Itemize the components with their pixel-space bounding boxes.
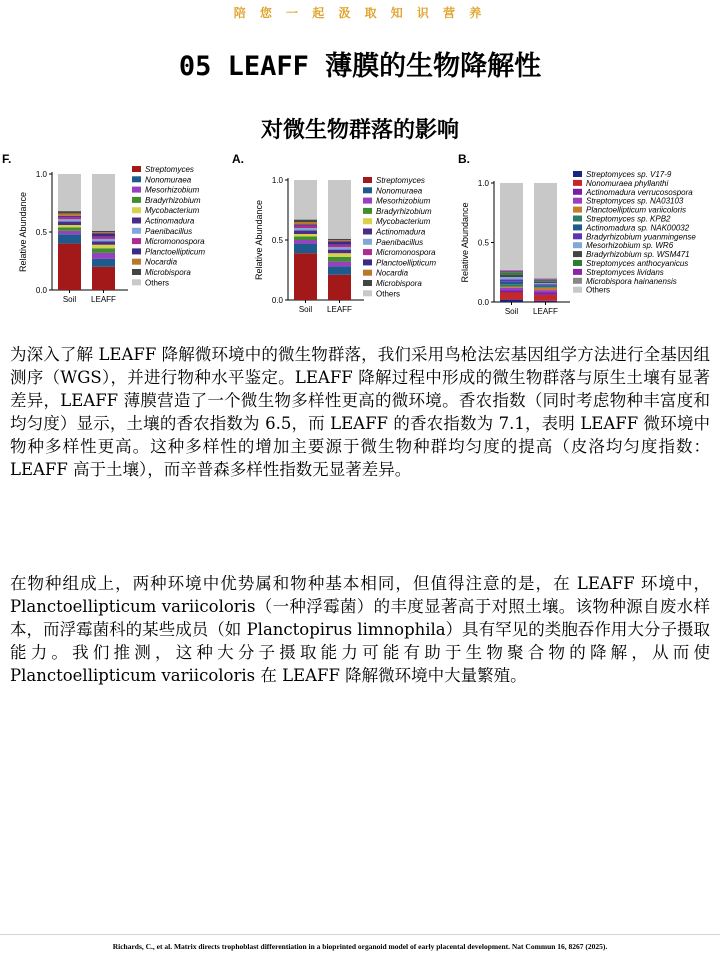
bar-segment	[328, 247, 351, 249]
bar-segment	[500, 277, 523, 279]
bar-segment	[328, 239, 351, 240]
bar-segment	[92, 237, 115, 239]
bar-segment	[294, 226, 317, 228]
legend-swatch	[573, 171, 582, 177]
y-tick-label: 1.0	[35, 170, 47, 179]
legend-swatch	[132, 279, 141, 285]
bar-segment	[92, 253, 115, 259]
bar-segment	[500, 292, 523, 299]
legend-label: Bradyrhizobium yuanmingense	[586, 232, 696, 242]
bar-segment	[500, 183, 523, 270]
y-axis-label: Relative Abundance	[254, 199, 264, 281]
legend-swatch	[363, 229, 372, 235]
legend-label: Bradyrhizobium sp. WSM471	[586, 250, 690, 260]
legend-label: Actinomadura	[376, 227, 426, 237]
legend-swatch	[573, 189, 582, 195]
y-tick-label: 0.5	[271, 236, 283, 245]
bar-segment	[534, 288, 557, 290]
legend-swatch	[363, 280, 372, 286]
bar-segment	[534, 287, 557, 288]
legend-swatch	[573, 180, 582, 186]
legend-label: Bradyrhizobium	[145, 195, 201, 205]
legend-swatch	[363, 249, 372, 255]
chart-panel-f	[0, 150, 228, 310]
legend-label: Nonomuraea	[376, 186, 423, 196]
x-tick-label: Soil	[298, 305, 313, 314]
bar-segment	[294, 222, 317, 224]
bar-segment	[534, 283, 557, 284]
legend-swatch	[573, 207, 582, 213]
legend-swatch	[132, 166, 141, 172]
bar-segment	[328, 180, 351, 239]
bar-segment	[58, 219, 81, 221]
legend-swatch	[363, 259, 372, 265]
bar-segment	[328, 240, 351, 241]
x-tick-label: LEAFF	[327, 305, 352, 314]
bar-segment	[328, 257, 351, 262]
bar-segment	[500, 279, 523, 281]
bar-segment	[294, 230, 317, 234]
bar-segment	[328, 275, 351, 300]
y-tick-label: 1.0	[477, 179, 489, 188]
bar-segment	[58, 231, 81, 234]
legend-label: Microbispora	[145, 268, 191, 277]
footer-divider	[0, 934, 720, 935]
legend-swatch	[132, 176, 141, 182]
bar-segment	[500, 270, 523, 271]
legend-swatch	[132, 218, 141, 224]
y-tick-label: 0.5	[477, 238, 489, 248]
legend-swatch	[573, 216, 582, 222]
legend-label: Mesorhizobium	[376, 196, 431, 206]
legend-swatch	[363, 218, 372, 224]
legend-swatch	[363, 270, 372, 276]
bar-segment	[500, 287, 523, 288]
legend-swatch	[573, 278, 582, 284]
page-subtitle: 对微生物群落的影响	[260, 118, 459, 143]
legend-label: Others	[145, 278, 170, 288]
bar-segment	[328, 241, 351, 245]
legend-label: Bradyrhizobium	[376, 206, 432, 216]
bar-segment	[294, 236, 317, 240]
legend-label: Actinomadura	[145, 216, 195, 226]
bar-segment	[294, 234, 317, 236]
panel-label: A.	[232, 152, 244, 166]
legend-label: Paenibacillus	[376, 237, 424, 247]
bar-segment	[92, 231, 115, 232]
bar-segment	[92, 259, 115, 267]
bar-segment	[92, 248, 115, 253]
x-tick-label: LEAFF	[533, 307, 558, 316]
bar-segment	[58, 216, 81, 217]
legend-label: Streptomyces anthocyanicus	[586, 259, 689, 268]
bar-segment	[92, 233, 115, 236]
legend-label: Streptomyces sp. KPB2	[586, 214, 671, 224]
bar-segment	[500, 284, 523, 286]
bar-segment	[58, 227, 81, 230]
y-tick-label: 1.0	[271, 176, 283, 185]
bar-segment	[328, 266, 351, 274]
chart-panel-a	[230, 150, 456, 322]
legend-swatch	[132, 207, 141, 213]
paragraph-2: 在物种组成上，两种环境中优势属和物种基本相同，但值得注意的是，在 LEAFF 环境中，Planctoellipticum variicoloris（一种浮霉菌）的丰度显著高于对照土壤。该物种源自废水样本，而浮霉菌科的某些成员（如 Planctopirus limnophila）具有罕见的类胞吞作用大分子摄取能力。我们推测，这种大分子摄取能力可能有助于生物聚合物的降解，从而使 Planctoellipticum variicoloris 在 LEAFF 降解微环境中大量繁殖。	[10, 574, 710, 685]
legend-label: Paenibacillus	[145, 226, 193, 236]
legend-label: Planctoellipticum variicoloris	[586, 205, 687, 215]
bar-segment	[500, 288, 523, 290]
legend-swatch	[573, 233, 582, 239]
legend-label: Mesorhizobium	[145, 185, 200, 195]
legend-label: Microbispora hainanensis	[586, 276, 677, 286]
bar-segment	[534, 285, 557, 286]
bar-segment	[500, 290, 523, 292]
bar-segment	[294, 220, 317, 222]
legend-swatch	[573, 198, 582, 204]
paragraph-1: 为深入了解 LEAFF 降解微环境中的微生物群落，我们采用鸟枪法宏基因组学方法进行全基因组测序（WGS），并进行物种水平鉴定。LEAFF 降解过程中形成的微生物群落与原生土壤有显著差异，LEAFF 薄膜营造了一个微生物多样性更高的微环境。香农指数（同时考虑物种丰富度和均匀度）显示，土壤的香农指数为 6.5，而 LEAFF 的香农指数为 7.1，表明 LEAFF 微环境中物种多样性更高。这种多样性的增加主要源于微生物种群均匀度的提高（皮洛均匀度指数：LEAFF 高于土壤），而辛普森多样性指数无显著差异。	[10, 345, 710, 479]
bar-segment	[500, 275, 523, 277]
bar-segment	[58, 222, 81, 225]
bar-segment	[534, 292, 557, 294]
panel-label: B.	[458, 152, 470, 166]
bar-segment	[294, 240, 317, 244]
legend-label: Mycobacterium	[145, 206, 200, 216]
legend-swatch	[363, 208, 372, 214]
bar-segment	[534, 284, 557, 285]
bar-segment	[294, 244, 317, 254]
legend-swatch	[573, 287, 582, 293]
bar-segment	[534, 282, 557, 283]
bar-segment	[328, 253, 351, 257]
legend-swatch	[132, 228, 141, 234]
y-tick-label: 0.0	[35, 286, 47, 295]
legend-swatch	[132, 197, 141, 203]
bar-segment	[534, 279, 557, 280]
legend-swatch	[132, 269, 141, 275]
legend-label: Mycobacterium	[376, 217, 431, 227]
banner-text: 陪 您 一 起 汲 取 知 识 营 养	[233, 6, 487, 20]
legend-label: Actinomadura verrucosospora	[586, 187, 693, 197]
page-title: 05 LEAFF 薄膜的生物降解性	[178, 51, 542, 82]
legend-label: Micromonospora	[145, 237, 205, 247]
bar-segment	[92, 241, 115, 244]
legend-label: Nonomuraea phyllanthi	[586, 178, 669, 188]
bar-segment	[534, 290, 557, 292]
bar-segment	[92, 245, 115, 248]
bar-segment	[92, 267, 115, 290]
bar-segment	[294, 228, 317, 230]
bar-segment	[58, 217, 81, 219]
panel-label: F.	[2, 152, 12, 166]
legend-label: Streptomyces	[376, 176, 425, 185]
legend-swatch	[573, 269, 582, 275]
legend-label: Streptomyces sp. NA03103	[586, 196, 684, 206]
legend-label: Nonomuraea	[145, 175, 192, 185]
legend-swatch	[363, 187, 372, 193]
bar-segment	[328, 262, 351, 267]
legend-swatch	[132, 259, 141, 265]
legend-label: Others	[586, 285, 611, 295]
legend-label: Microbispora	[376, 279, 422, 288]
y-axis-label: Relative Abundance	[18, 191, 28, 273]
legend-label: Streptomyces sp. V17-9	[586, 170, 672, 179]
legend-swatch	[363, 177, 372, 183]
legend-label: Streptomyces lividans	[586, 267, 664, 277]
bar-segment	[92, 239, 115, 241]
legend-label: Planctoellipticum	[145, 247, 206, 257]
legend-label: Nocardia	[145, 257, 178, 267]
legend-swatch	[363, 198, 372, 204]
bar-segment	[58, 213, 81, 215]
legend-label: Mesorhizobium sp. WR6	[586, 241, 674, 251]
bar-segment	[294, 253, 317, 300]
bar-segment	[58, 211, 81, 213]
bar-segment	[328, 245, 351, 247]
bar-segment	[294, 224, 317, 225]
legend-swatch	[363, 239, 372, 245]
bar-segment	[534, 278, 557, 279]
legend-swatch	[573, 251, 582, 257]
legend-swatch	[132, 238, 141, 244]
bar-segment	[58, 174, 81, 211]
bar-segment	[500, 282, 523, 284]
bar-segment	[500, 300, 523, 302]
footer-citation: Richards, C., et al. Matrix directs trophoblast differentiation in a bioprinted organoid model of early placental development. Nat Commun 16, 8267 (2025).	[112, 942, 608, 951]
legend-swatch	[573, 242, 582, 248]
chart-panel-b	[456, 150, 720, 322]
legend-label: Nocardia	[376, 268, 409, 278]
bar-segment	[58, 225, 81, 227]
y-tick-label: 0.0	[271, 296, 283, 305]
legend-swatch	[132, 248, 141, 254]
x-tick-label: Soil	[62, 295, 77, 304]
legend-label: Planctoellipticum	[376, 258, 437, 268]
bar-segment	[58, 244, 81, 290]
legend-label: Micromonospora	[376, 248, 436, 258]
legend-swatch	[363, 290, 372, 296]
bar-segment	[58, 234, 81, 243]
y-tick-label: 0.5	[35, 228, 47, 237]
y-tick-label: 0.0	[477, 298, 489, 307]
bar-segment	[534, 183, 557, 278]
bar-segment	[92, 174, 115, 231]
legend-swatch	[132, 187, 141, 193]
bar-segment	[500, 272, 523, 274]
bar-segment	[294, 180, 317, 220]
x-tick-label: Soil	[504, 307, 519, 316]
bar-segment	[534, 281, 557, 282]
bar-segment	[500, 271, 523, 272]
bar-segment	[328, 250, 351, 254]
y-axis-label: Relative Abundance	[460, 202, 470, 283]
bar-segment	[92, 232, 115, 233]
legend-label: Streptomyces	[145, 165, 194, 174]
legend-label: Others	[376, 289, 401, 299]
bar-segment	[534, 301, 557, 302]
legend-swatch	[573, 224, 582, 230]
x-tick-label: LEAFF	[91, 295, 116, 304]
bar-segment	[534, 295, 557, 301]
legend-swatch	[573, 260, 582, 266]
legend-label: Actinomadura sp. NAK00032	[586, 223, 690, 233]
